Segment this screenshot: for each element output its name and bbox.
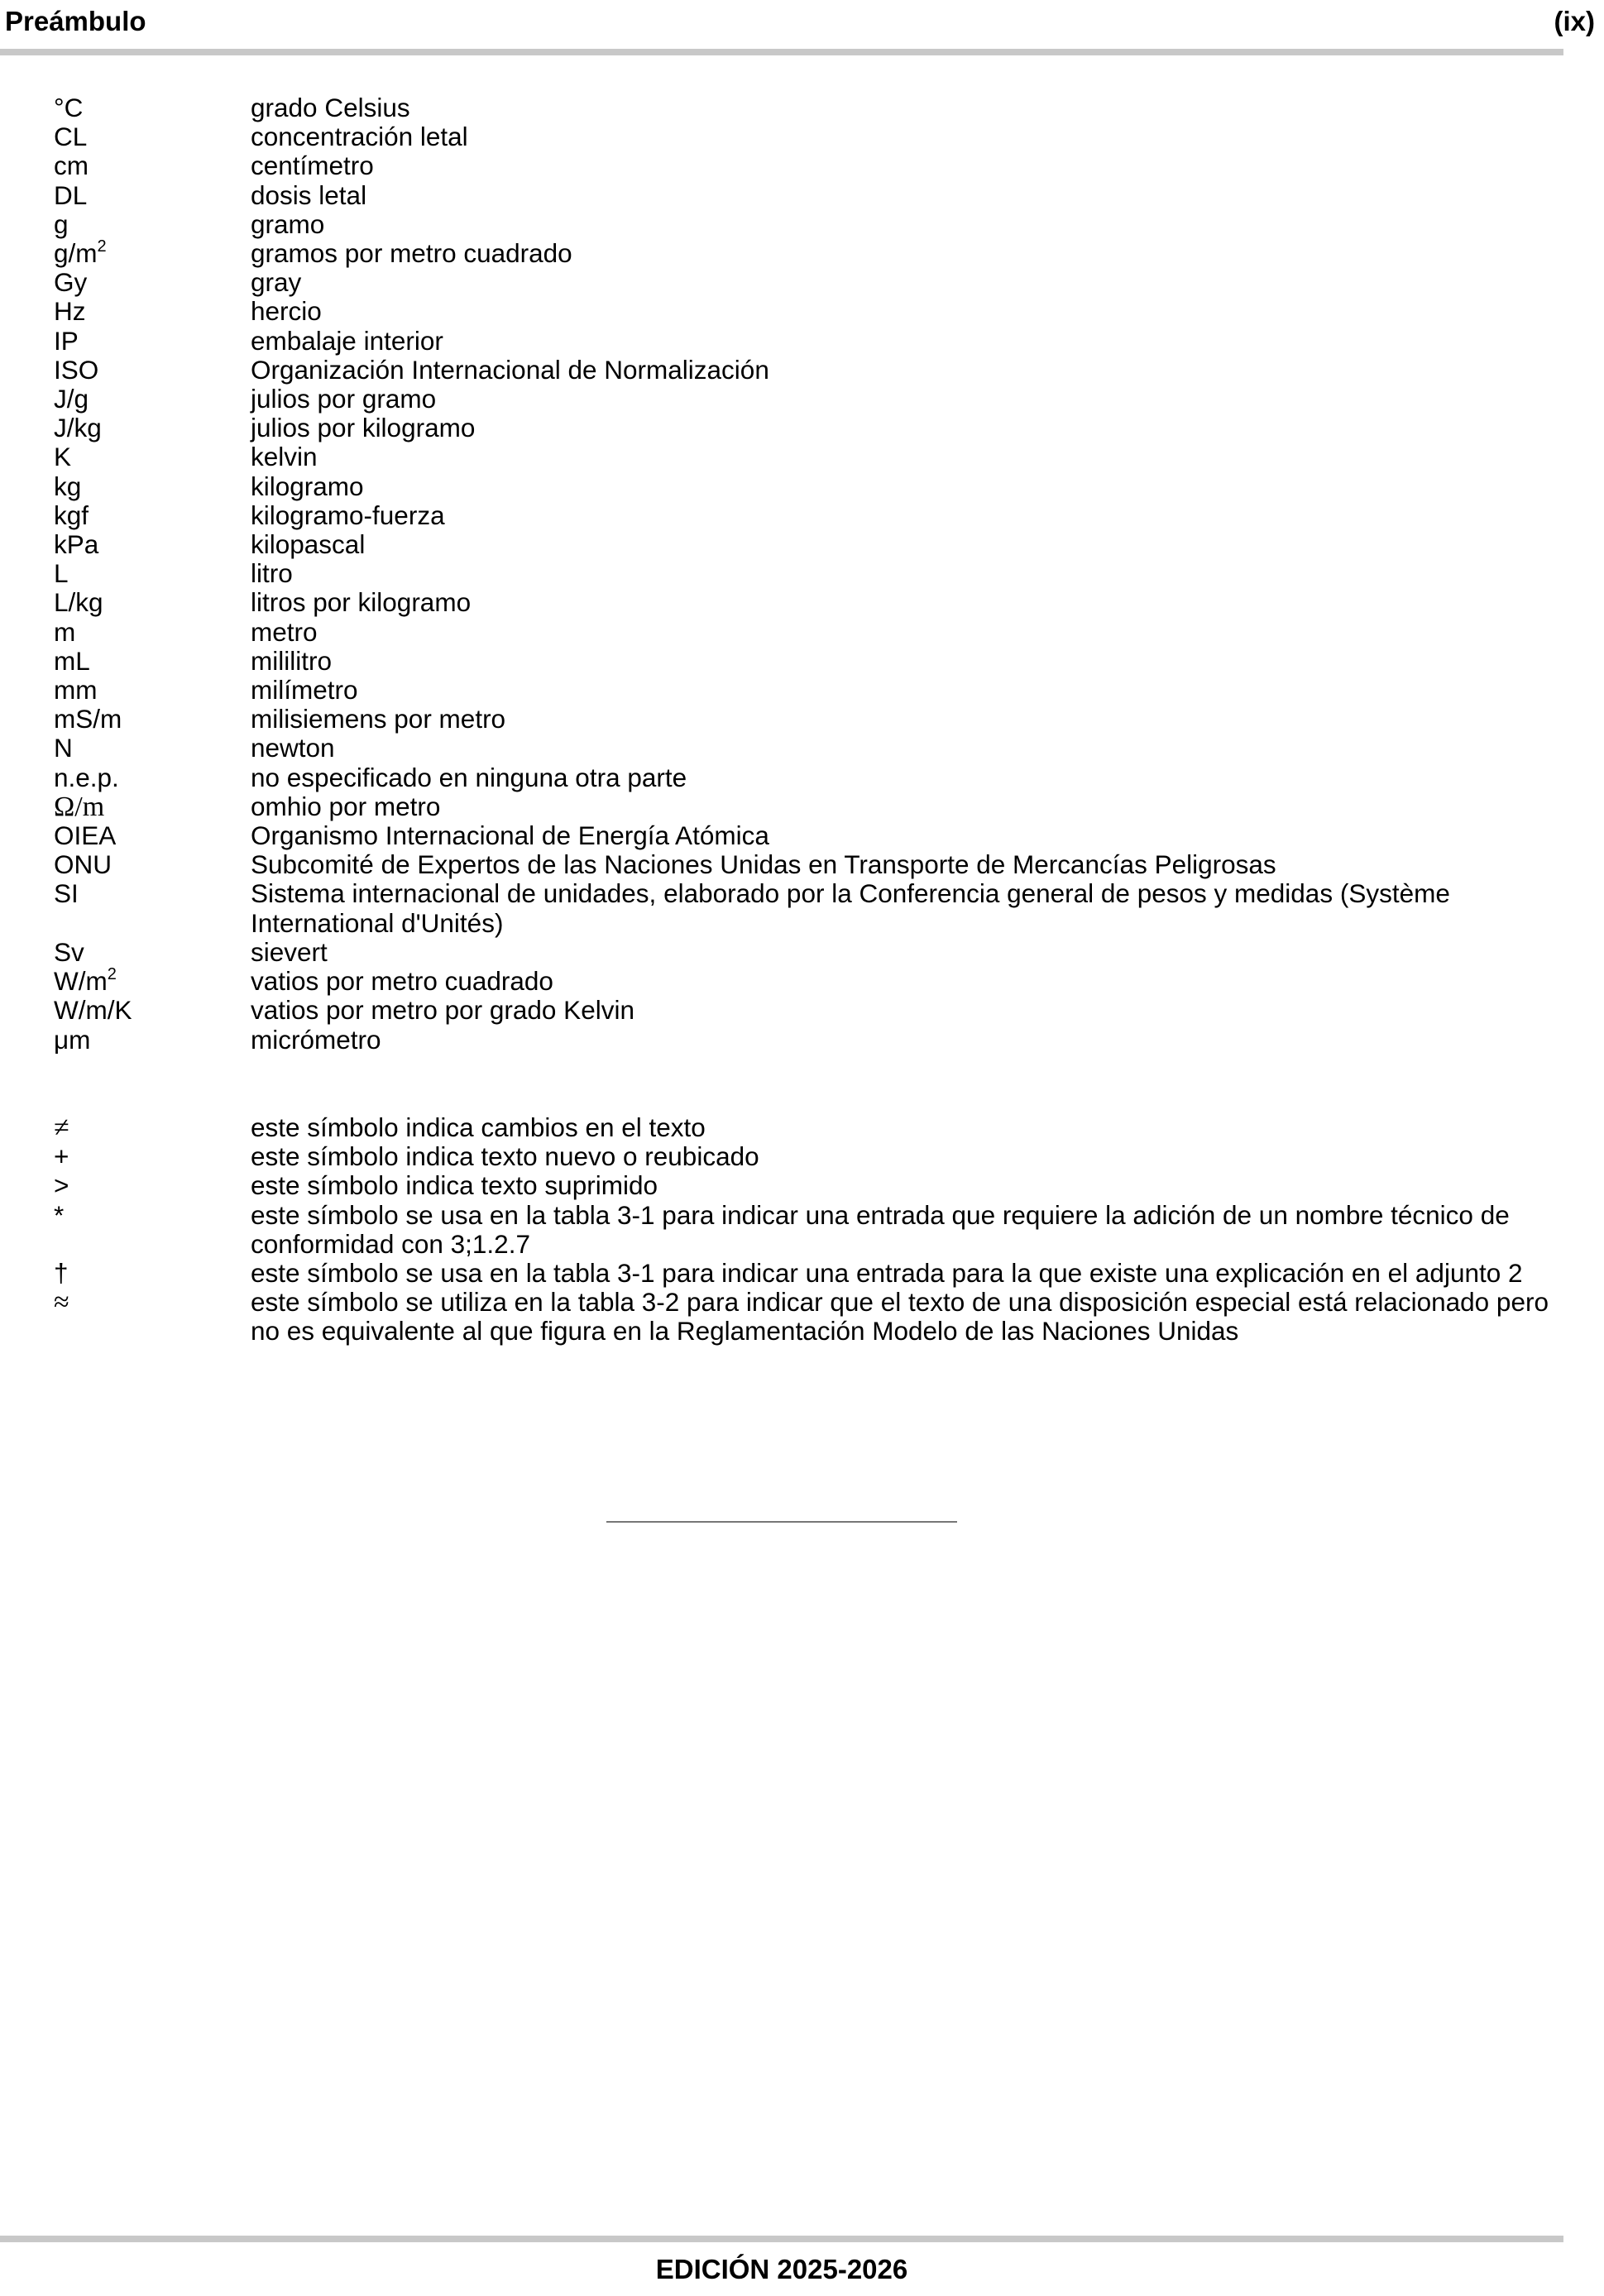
abbreviation-row-term [54, 122, 251, 151]
abbreviation-row-description: omhio por metro [251, 791, 441, 821]
abbreviation-row [54, 734, 1568, 763]
abbreviation-row-term-text: OIEA [54, 820, 117, 851]
symbol-row-description: este símbolo se usa en la tabla 3-1 para indicar una entrada para la que existe una explicación en el adjunto 2 [251, 1258, 1523, 1289]
abbreviation-row-description: kelvin [251, 442, 318, 472]
page-number: (ix) [1554, 6, 1595, 36]
abbreviation-row [54, 763, 1568, 792]
abbreviation-row-description: Sistema internacional de unidades, elaborado por la Conferencia general de pesos y medidas (Système International d'Unités) [251, 878, 1450, 938]
abbreviation-row-term-text: cm [54, 151, 89, 181]
abbreviation-row-description: newton [251, 733, 335, 763]
abbreviation-row-term-text: m [54, 616, 76, 647]
symbol-row [54, 1201, 1568, 1259]
symbol-row-term-text: ≠ [54, 1112, 69, 1143]
abbreviation-row-term [54, 297, 251, 326]
abbreviation-row-term [54, 705, 251, 734]
symbol-row-term-text: > [54, 1170, 69, 1201]
abbreviation-row-description: litros por kilogramo [251, 587, 472, 618]
symbol-row-description: este símbolo indica texto nuevo o reubicado [251, 1141, 759, 1172]
abbreviation-row-term-text: n.e.p. [54, 762, 119, 792]
abbreviation-row [54, 850, 1568, 879]
abbreviation-row [54, 93, 1568, 122]
abbreviations-list [54, 93, 1568, 1055]
abbreviation-row-term-text: N [54, 733, 73, 763]
symbol-row-description: este símbolo se usa en la tabla 3-1 para indicar una entrada que requiere la adición de un nombre técnico de conformidad con 3;1.2.7 [251, 1199, 1510, 1259]
symbol-row [54, 1171, 1568, 1200]
abbreviation-row-term-text: Ω/m [54, 791, 105, 822]
abbreviation-row-term-text: K [54, 442, 72, 472]
abbreviation-row-term-text: kg [54, 471, 82, 501]
symbol-row [54, 1142, 1568, 1171]
abbreviation-row [54, 414, 1568, 442]
header-rule [0, 49, 1563, 55]
abbreviation-row-term-text: IP [54, 325, 79, 356]
abbreviation-row-description: Organismo Internacional de Energía Atómica [251, 820, 769, 851]
abbreviation-row-term [54, 938, 251, 967]
abbreviation-row [54, 442, 1568, 471]
abbreviation-row-description: milímetro [251, 675, 358, 706]
abbreviation-row-description: julios por gramo [251, 384, 437, 414]
abbreviation-row-description: milisiemens por metro [251, 704, 506, 734]
abbreviation-row-term-text: kPa [54, 529, 99, 560]
abbreviation-row-description: sievert [251, 936, 328, 967]
abbreviation-row-term [54, 879, 251, 908]
symbols-list [54, 1113, 1568, 1347]
abbreviation-row-term [54, 647, 251, 676]
abbreviation-row [54, 297, 1568, 326]
abbreviation-row [54, 122, 1568, 151]
abbreviation-row-term-text: DL [54, 179, 88, 210]
abbreviation-row-term [54, 356, 251, 385]
abbreviation-row-term-text: g/m [54, 238, 98, 269]
abbreviation-row-term [54, 676, 251, 705]
abbreviation-row-term [54, 734, 251, 763]
abbreviation-row-term-text: CL [54, 122, 88, 152]
abbreviation-row-description: vatios por metro por grado Kelvin [251, 995, 634, 1026]
abbreviation-row-term [54, 472, 251, 501]
abbreviation-row-term [54, 93, 251, 122]
abbreviation-row [54, 385, 1568, 414]
abbreviation-row-term-text: mL [54, 645, 90, 676]
abbreviation-row-description: mililitro [251, 645, 332, 676]
abbreviation-row-description: litro [251, 558, 293, 589]
abbreviation-row-term-text: J/g [54, 384, 89, 414]
abbreviation-row-term-text: J/kg [54, 413, 102, 443]
abbreviation-row-term-text: mS/m [54, 704, 122, 734]
symbol-row-term [54, 1171, 251, 1200]
abbreviation-row-term [54, 530, 251, 559]
symbol-row-term-text: ≈ [54, 1287, 69, 1318]
abbreviation-row-term [54, 763, 251, 792]
abbreviation-row-description: kilogramo [251, 471, 364, 501]
abbreviation-row-description: gramos por metro cuadrado [251, 238, 572, 269]
abbreviation-row [54, 792, 1568, 821]
abbreviation-row-term-text: Gy [54, 267, 88, 298]
abbreviation-row-term [54, 151, 251, 180]
edition-footer: EDICIÓN 2025-2026 [655, 2254, 908, 2284]
abbreviation-row [54, 559, 1568, 588]
abbreviation-row-description: Subcomité de Expertos de las Naciones Unidas en Transporte de Mercancías Peligrosas [251, 849, 1276, 880]
abbreviation-row [54, 967, 1568, 996]
symbol-row [54, 1113, 1568, 1142]
symbol-row-term-text: † [54, 1258, 69, 1289]
abbreviation-row-term-text: °C [54, 93, 84, 122]
abbreviation-row-description: hercio [251, 296, 322, 327]
abbreviation-row-term [54, 210, 251, 239]
abbreviation-row-term-text: mm [54, 675, 98, 706]
symbol-row [54, 1288, 1568, 1346]
abbreviation-row-term [54, 1026, 251, 1055]
abbreviation-row-term-text: μm [54, 1024, 91, 1055]
abbreviation-row [54, 996, 1568, 1025]
abbreviation-row [54, 1026, 1568, 1055]
abbreviation-row-description: grado Celsius [251, 93, 410, 122]
abbreviation-row-description: metro [251, 616, 318, 647]
abbreviation-row-description: gray [251, 267, 302, 298]
abbreviation-row-term-text: ISO [54, 354, 99, 385]
abbreviation-row-term [54, 442, 251, 471]
abbreviation-row-term [54, 385, 251, 414]
abbreviation-row [54, 356, 1568, 385]
abbreviation-row-description: dosis letal [251, 179, 367, 210]
abbreviation-row [54, 821, 1568, 850]
abbreviation-row-description: vatios por metro cuadrado [251, 966, 553, 997]
abbreviation-row-description: concentración letal [251, 122, 468, 152]
symbol-row-term [54, 1288, 251, 1317]
abbreviation-row-description: no especificado en ninguna otra parte [251, 762, 687, 792]
abbreviation-row-term-text: SI [54, 878, 79, 909]
abbreviation-row-term-text: ONU [54, 849, 112, 880]
page-header [0, 0, 1604, 43]
abbreviation-row-term [54, 414, 251, 442]
symbol-row-description: este símbolo indica texto suprimido [251, 1170, 658, 1201]
symbol-row-term [54, 1259, 251, 1288]
abbreviation-row [54, 618, 1568, 647]
abbreviation-row-description: kilopascal [251, 529, 366, 560]
abbreviation-row-term [54, 327, 251, 356]
symbol-row-description: este símbolo indica cambios en el texto [251, 1112, 706, 1142]
abbreviation-row [54, 676, 1568, 705]
end-rule [606, 1521, 957, 1523]
abbreviation-row [54, 151, 1568, 180]
abbreviation-row-term [54, 967, 251, 996]
abbreviation-row [54, 647, 1568, 676]
abbreviation-row-term [54, 821, 251, 850]
abbreviation-row-term-text: L/kg [54, 587, 103, 618]
abbreviation-row-term-text: W/m/K [54, 995, 132, 1026]
abbreviation-row [54, 268, 1568, 297]
abbreviation-row-term-text: Sv [54, 936, 84, 967]
symbol-row-term [54, 1113, 251, 1142]
abbreviation-row [54, 530, 1568, 559]
abbreviation-row-term [54, 239, 251, 268]
abbreviation-row-description: kilogramo-fuerza [251, 500, 445, 530]
abbreviation-row-term [54, 588, 251, 617]
abbreviation-row-term [54, 501, 251, 530]
abbreviation-row [54, 501, 1568, 530]
abbreviation-row-term [54, 559, 251, 588]
abbreviation-row-term-text: kgf [54, 500, 89, 530]
symbol-row [54, 1259, 1568, 1288]
symbol-row-term-text: * [54, 1199, 65, 1230]
abbreviation-row-term-text: L [54, 558, 69, 589]
abbreviation-row-term-text: Hz [54, 296, 86, 327]
abbreviation-row-description: julios por kilogramo [251, 413, 476, 443]
symbol-row-term [54, 1142, 251, 1171]
abbreviation-row-term [54, 181, 251, 210]
abbreviation-row [54, 181, 1568, 210]
abbreviation-row-description: Organización Internacional de Normalización [251, 354, 769, 385]
symbol-row-term-text: + [54, 1141, 69, 1172]
abbreviation-row-term [54, 850, 251, 879]
abbreviation-row [54, 239, 1568, 268]
abbreviation-row-term-superscript: 2 [107, 965, 117, 984]
abbreviation-row-term-text: g [54, 208, 69, 239]
section-title: Preámbulo [5, 6, 146, 36]
abbreviation-row-description: micrómetro [251, 1024, 381, 1055]
abbreviation-row [54, 472, 1568, 501]
footer-rule [0, 2236, 1563, 2242]
abbreviation-row [54, 327, 1568, 356]
abbreviation-row-description: gramo [251, 208, 325, 239]
abbreviation-row [54, 705, 1568, 734]
abbreviation-row [54, 879, 1568, 937]
abbreviation-row-term-superscript: 2 [97, 237, 107, 256]
abbreviation-row-term [54, 268, 251, 297]
abbreviation-row [54, 938, 1568, 967]
abbreviation-row-description: embalaje interior [251, 325, 443, 356]
abbreviation-row-term-text: W/m [54, 966, 108, 997]
symbol-row-description: este símbolo se utiliza en la tabla 3-2 para indicar que el texto de una disposición especial está relacionado pero no es equivalente al que figura en la Reglamentación Modelo de las Naciones Unidas [251, 1287, 1549, 1347]
symbol-row-term [54, 1201, 251, 1230]
abbreviation-row-term [54, 996, 251, 1025]
abbreviation-row [54, 588, 1568, 617]
abbreviation-row [54, 210, 1568, 239]
abbreviation-row-term [54, 618, 251, 647]
abbreviation-row-description: centímetro [251, 151, 374, 181]
abbreviation-row-term [54, 792, 251, 821]
